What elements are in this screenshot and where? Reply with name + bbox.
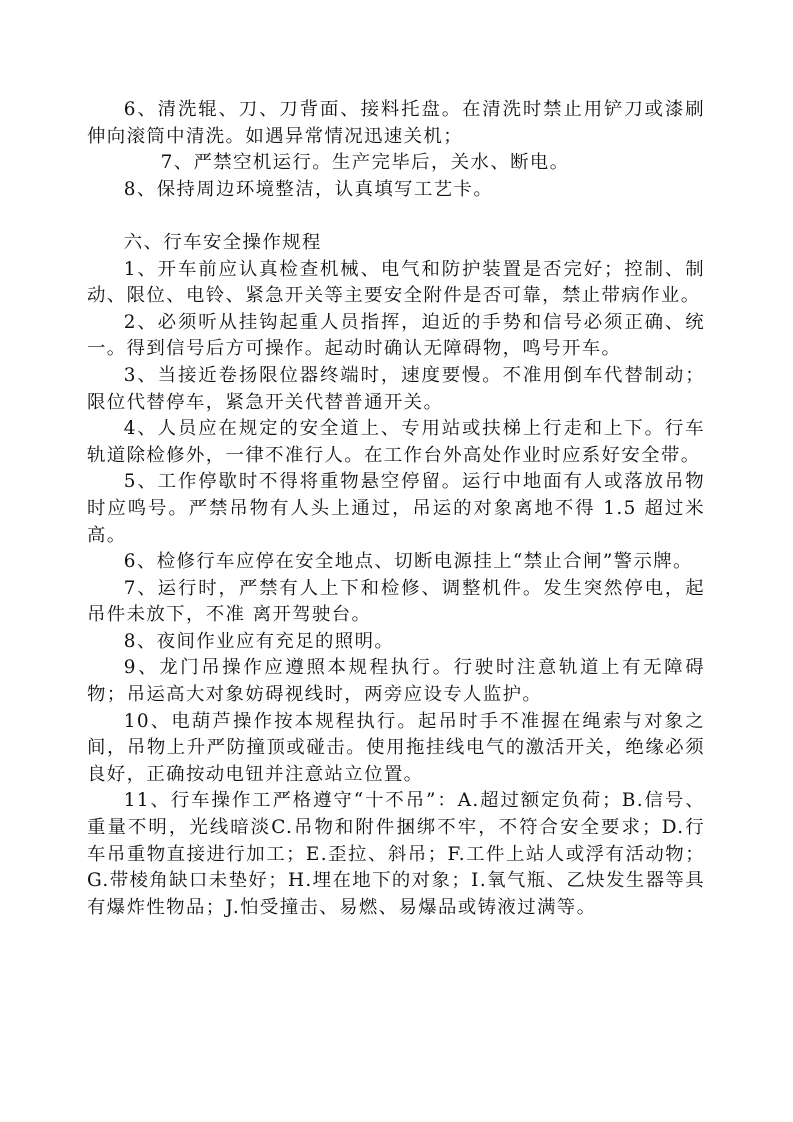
section-item-1: 1、开车前应认真检查机械、电气和防护装置是否完好；控制、制动、限位、电铃、紧急开关等主要安全附件是否可靠，禁止带病作业。 [87, 258, 705, 307]
section-item-5: 5、工作停歇时不得将重物悬空停留。运行中地面有人或落放吊物时应鸣号。严禁吊物有人头上通过，吊运的对象离地不得 1.5 超过米高。 [87, 471, 705, 546]
section-item-3: 3、当接近卷扬限位器终端时，速度要慢。不准用倒车代替制动；限位代替停车，紧急开关代替普通开关。 [87, 364, 705, 413]
section-item-8: 8、夜间作业应有充足的照明。 [123, 630, 395, 652]
section-item-6: 6、检修行车应停在安全地点、切断电源挂上“禁止合闸”警示牌。 [123, 551, 693, 573]
section-item-7: 7、运行时，严禁有人上下和检修、调整机件。发生突然停电，起吊件未放下，不准 离开驾驶台。 [87, 577, 705, 626]
section-item-10: 10、电葫芦操作按本规程执行。起吊时手不准握在绳索与对象之间，吊物上升严防撞顶或碰击。使用拖挂线电气的激活开关，绝缘必须良好，正确按动电钮并注意站立位置。 [87, 710, 705, 785]
section-item-2: 2、必须听从挂钩起重人员指挥，迫近的手势和信号必须正确、统一。得到信号后方可操作。起动时确认无障碍物，鸣号开车。 [87, 311, 705, 360]
section-item-9: 9、龙门吊操作应遵照本规程执行。行驶时注意轨道上有无障碍物；吊运高大对象妨碍视线时，两旁应设专人监护。 [87, 657, 705, 706]
section-heading: 六、行车安全操作规程 [123, 231, 322, 253]
blank-line [87, 203, 705, 230]
paragraph-item-8: 8、保持周边环境整洁，认真填写工艺卡。 [123, 178, 494, 200]
section-item-11: 11、行车操作工严格遵守“十不吊”：A.超过额定负荷；B.信号、重量不明，光线暗淡C.吊物和附件捆绑不牢，不符合安全要求；D.行车吊重物直接进行加工；E.歪拉、斜吊；F.工件上站人或浮有活动物；G.带棱角缺口未垫好；H.埋在地下的对象；I.氧气瓶、乙炔发生器等具有爆炸性物品；J.怕受撞击、易燃、易爆品或铸液过满等。 [87, 790, 705, 918]
paragraph-item-6: 6、清洗辊、刀、刀背面、接料托盘。在清洗时禁止用铲刀或漆刷伸向滚筒中清洗。如遇异常情况迅速关机； [87, 99, 705, 147]
section-item-4: 4、人员应在规定的安全道上、专用站或扶梯上行走和上下。行车轨道除检修外，一律不准行人。在工作台外高处作业时应系好安全带。 [87, 418, 705, 466]
paragraph-item-7: 7、严禁空机运行。生产完毕后，关水、断电。 [160, 152, 570, 174]
document-page [87, 97, 705, 921]
